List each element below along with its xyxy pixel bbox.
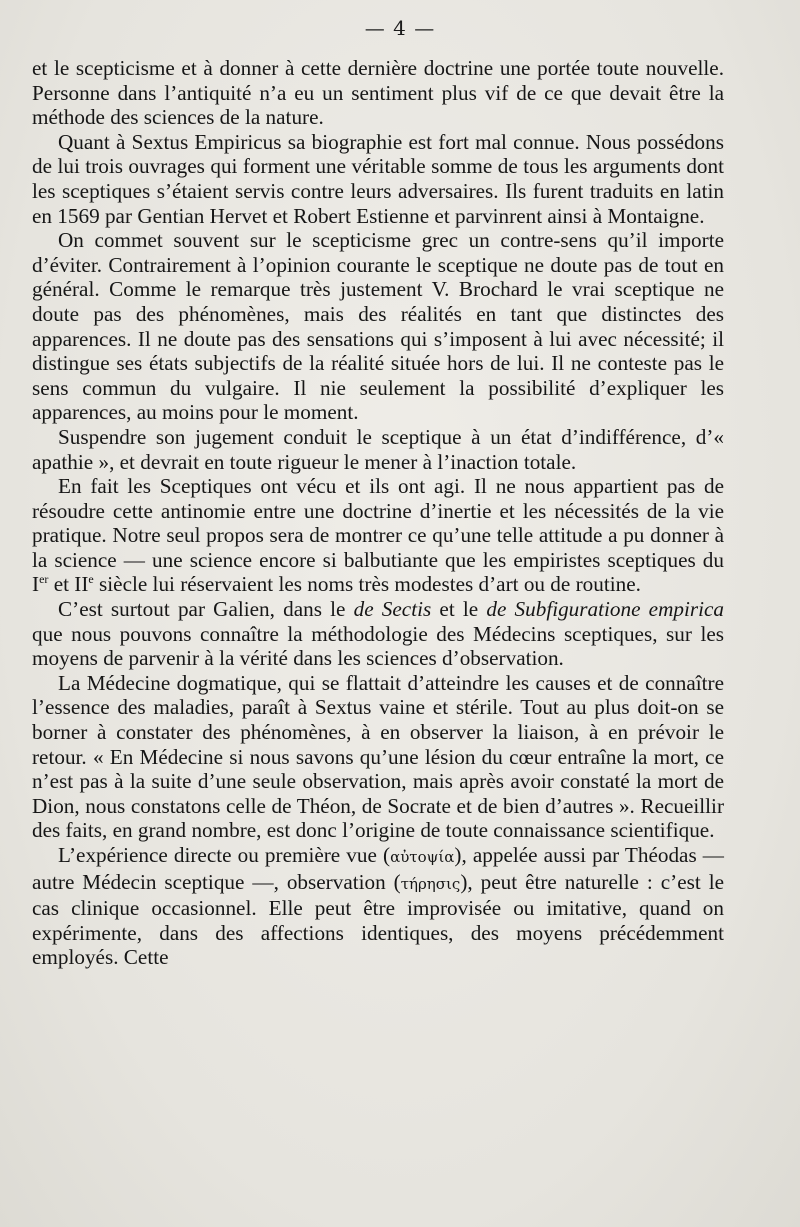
paragraph-8 <box>32 843 724 970</box>
paragraph-5-text-a: En fait les Sceptiques ont vécu et ils ont agi. Il ne nous appartient pas de résoudre cette antinomie entre une doctrine d’inertie et les nécessités de la vie pratique. Notre seul propos sera de montrer ce qu’une telle attitude a pu donner à la science — une science encore si balbutiante que les empiristes sceptiques du <box>32 474 724 572</box>
paragraph-4: Suspendre son jugement conduit le sceptique à un état d’indifférence, d’« apathie », et devrait en toute rigueur le mener à l’inaction totale. <box>32 424 724 474</box>
body-text <box>32 56 724 970</box>
paragraph-5-text-b: et <box>48 572 75 597</box>
ordinal-second: II <box>74 572 89 597</box>
greek-term-teresis: τήρησις <box>400 874 461 893</box>
greek-term-autopsia: αὐτοψία <box>390 848 455 866</box>
ordinal-second-suffix: e <box>88 572 94 587</box>
paragraph-2: Quant à Sextus Empiricus sa biographie est fort mal connue. Nous possédons de lui trois ouvrages qui forment une véritable somme de tous les arguments dont les sceptiques s’étaient servis contre leurs adversaires. Ils furent traduits en latin en 1569 par Gentian Hervet et Robert Estienne et parvinrent ainsi à Montaigne. <box>32 129 724 228</box>
paragraph-5 <box>32 474 724 597</box>
paragraph-1: et le scepticisme et à donner à cette dernière doctrine une portée toute nouvelle. Personne dans l’antiquité n’a eu un sentiment plus vif de ce que devait être la méthode des sciences de la nature. <box>32 56 724 130</box>
ordinal-first: I <box>32 572 40 597</box>
paragraph-6-text-b: et le <box>431 597 487 622</box>
paragraph-5-text-c: siècle lui réservaient les noms très modestes d’art ou de routine. <box>93 572 641 597</box>
work-title-de-sectis: de Sectis <box>353 597 432 622</box>
ordinal-first-suffix: er <box>39 572 49 587</box>
paragraph-7: La Médecine dogmatique, qui se flattait d’atteindre les causes et de connaître l’essence des maladies, paraît à Sextus vaine et stérile. Tout au plus doit-on se borner à constater des phénomènes, à en observer la liaison, à en prévoir le retour. « En Médecine si nous savons qu’une lésion du cœur entraîne la mort, ce n’est pas à la suite d’une seule observation, mais après avoir constaté la mort de Dion, nous constatons celle de Théon, de Socrate et de bien d’autres ». Recueillir des faits, en grand nombre, est donc l’origine de toute connaissance scientifique. <box>32 670 724 843</box>
paragraph-6-text-c: que nous pouvons connaître la méthodologie des Médecins sceptiques, sur les moyens de parvenir à la vérité dans les sciences d’observation. <box>32 621 724 671</box>
page-number: — 4 — <box>364 16 436 40</box>
paragraph-3: On commet souvent sur le scepticisme grec un contre-sens qu’il importe d’éviter. Contrairement à l’opinion courante le sceptique ne doute pas de tout en général. Comme le remarque très justement V. Brochard le vrai sceptique ne doute pas des phénomènes, mais des réalités en tant que distinctes des apparences. Il ne doute pas des sensations qui s’imposent à lui avec nécessité; il distingue ses états subjectifs de la réalité située hors de lui. Il ne conteste pas le sens commun du vulgaire. Il nie seulement la possibilité d’expliquer les apparences, au moins pour le moment. <box>32 228 724 425</box>
paragraph-8-text-c: ), peut être naturelle : c’est le cas clinique occasionnel. Elle peut être improvisée ou imitative, quand on expérimente, dans des affections identiques, des moyens précédemment employés. Cette <box>32 869 724 970</box>
work-title-de-subfiguratione: de Subfiguratione empirica <box>486 597 724 622</box>
paragraph-8-text-a: L’expérience directe ou première vue ( <box>58 843 391 867</box>
paragraph-6 <box>32 597 724 671</box>
paragraph-8-text-b: ), appelée aussi par Théodas — autre Médecin sceptique —, observation ( <box>32 843 724 894</box>
paragraph-6-text-a: C’est surtout par Galien, dans le <box>58 597 354 622</box>
